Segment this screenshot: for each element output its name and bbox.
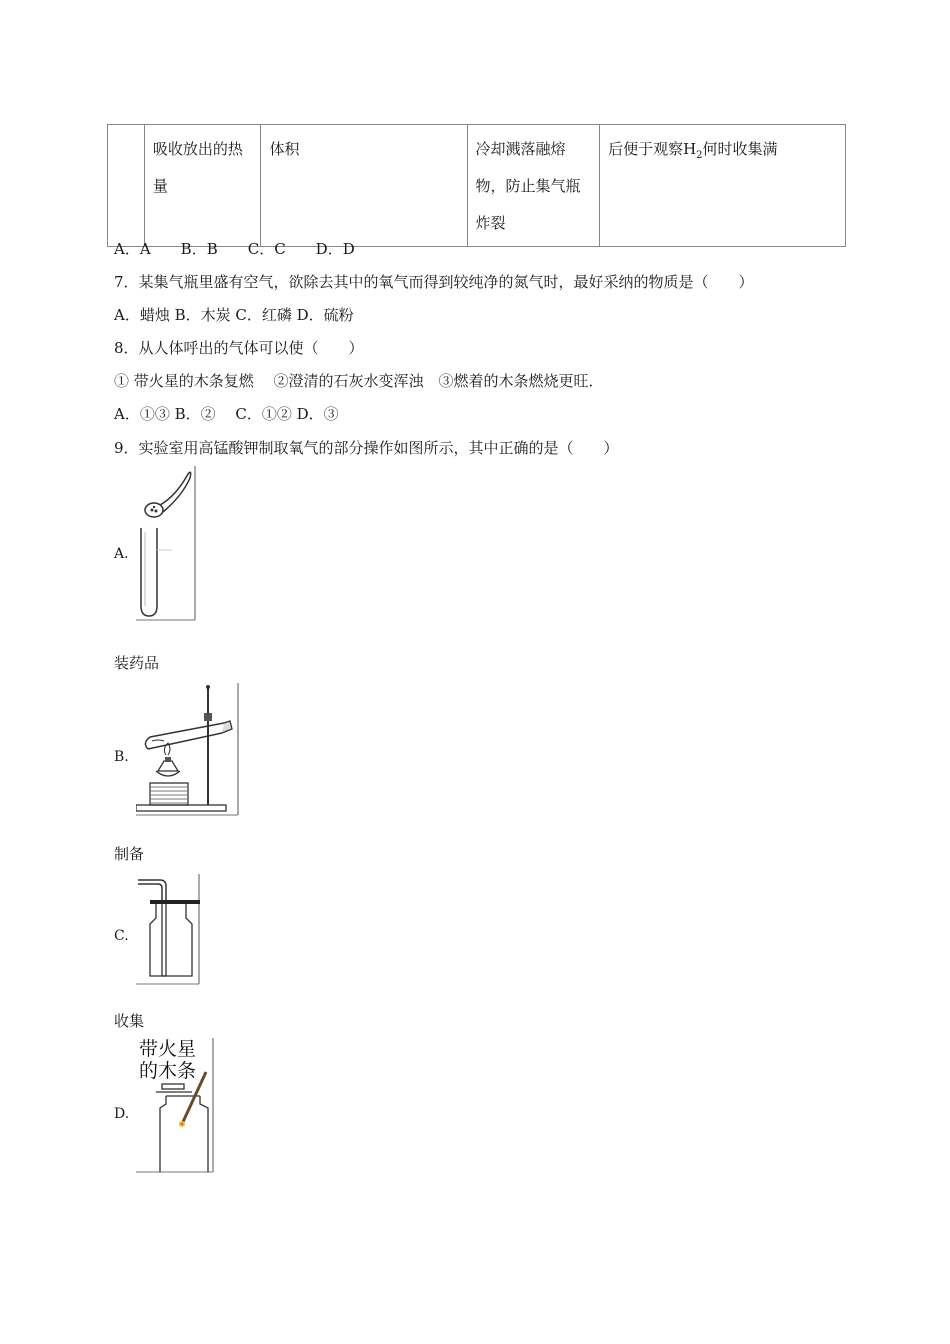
q7-options: A．蜡烛 B．木炭 C．红磷 D．硫粉 bbox=[114, 306, 354, 324]
table-cell: 后便于观察$H_2$何时收集满 bbox=[600, 125, 846, 247]
table-cell: 吸收放出的热量 bbox=[144, 125, 261, 247]
table-cell bbox=[108, 125, 145, 247]
choice-a-caption: 装药品 bbox=[114, 654, 160, 672]
table-cell: 冷却溅落融熔物，防止集气瓶炸裂 bbox=[467, 125, 600, 247]
spoon-test-tube-figure bbox=[136, 466, 198, 622]
choice-c-caption: 收集 bbox=[114, 1012, 145, 1030]
gas-collection-bottle-figure bbox=[136, 874, 202, 986]
choice-a-label: A. bbox=[114, 546, 129, 562]
q6-options: A．A B．B C．C D．D bbox=[114, 240, 355, 258]
choice-d-label: D. bbox=[114, 1106, 130, 1122]
figure-label-line2: 的木条 bbox=[139, 1060, 197, 1082]
q8-statements: ① 带火星的木条复燃 ②澄清的石灰水变浑浊 ③燃着的木条燃烧更旺． bbox=[114, 372, 604, 390]
answer-table bbox=[107, 124, 846, 247]
heating-apparatus-figure bbox=[136, 683, 241, 817]
choice-b-label: B. bbox=[114, 749, 129, 765]
table-cell: 体积 bbox=[261, 125, 467, 247]
bottle-splint-drawing bbox=[136, 1038, 216, 1174]
q8-stem: 8．从人体呼出的气体可以使（ ） bbox=[114, 339, 364, 357]
table-row bbox=[108, 125, 846, 247]
glowing-splint-test-figure bbox=[136, 1038, 216, 1174]
q7-stem: 7．某集气瓶里盛有空气，欲除去其中的氧气而得到较纯净的氮气时，最好采纳的物质是（ ） bbox=[114, 273, 754, 291]
choice-c-label: C. bbox=[114, 928, 129, 944]
figure-label-line1: 带火星 bbox=[139, 1038, 197, 1060]
q9-stem: 9．实验室用高锰酸钾制取氧气的部分操作如图所示，其中正确的是（ ） bbox=[114, 439, 619, 457]
choice-b-caption: 制备 bbox=[114, 845, 145, 863]
q8-options: A．①③ B．② C．①② D．③ bbox=[114, 405, 339, 423]
